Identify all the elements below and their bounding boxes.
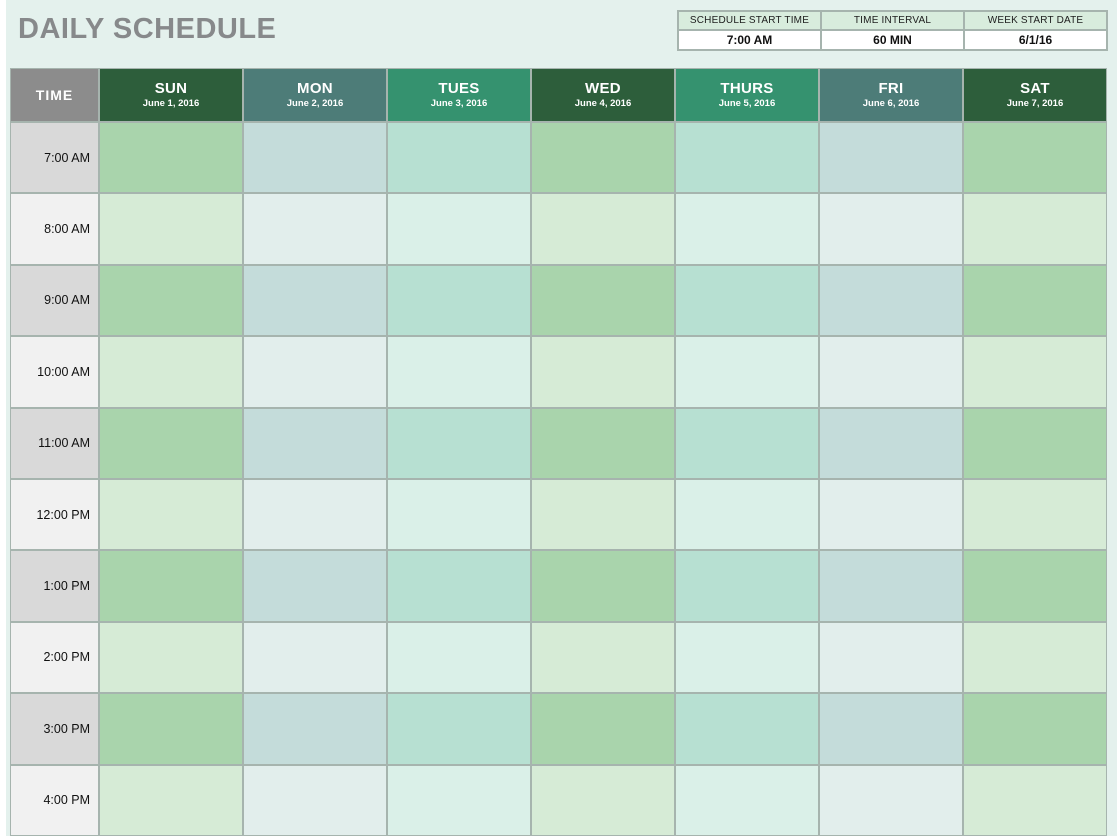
cell-sun[interactable] xyxy=(100,694,242,763)
cell-mon[interactable] xyxy=(244,480,386,549)
day-header-thurs xyxy=(676,69,818,121)
page-left-margin xyxy=(0,0,6,836)
time-label: 9:00 AM xyxy=(11,266,98,335)
cell-tues[interactable] xyxy=(388,337,530,406)
cell-sat[interactable] xyxy=(964,694,1106,763)
cell-fri[interactable] xyxy=(820,194,962,263)
cell-tues[interactable] xyxy=(388,694,530,763)
cell-tues[interactable] xyxy=(388,409,530,478)
weekly-schedule-grid xyxy=(10,68,1107,836)
cell-sun[interactable] xyxy=(100,123,242,192)
day-name: THURS xyxy=(720,80,774,98)
day-name: WED xyxy=(585,80,621,98)
cell-thurs[interactable] xyxy=(676,480,818,549)
cell-fri[interactable] xyxy=(820,551,962,620)
cell-thurs[interactable] xyxy=(676,123,818,192)
day-name: SUN xyxy=(154,80,188,98)
cell-mon[interactable] xyxy=(244,337,386,406)
cell-thurs[interactable] xyxy=(676,194,818,263)
settings-label-week-start-date: WEEK START DATE xyxy=(965,12,1106,29)
day-date: June 3, 2016 xyxy=(430,97,488,109)
cell-wed[interactable] xyxy=(532,694,674,763)
cell-mon[interactable] xyxy=(244,266,386,335)
cell-tues[interactable] xyxy=(388,266,530,335)
cell-sat[interactable] xyxy=(964,194,1106,263)
cell-mon[interactable] xyxy=(244,623,386,692)
cell-wed[interactable] xyxy=(532,623,674,692)
day-name: MON xyxy=(297,80,333,98)
cell-thurs[interactable] xyxy=(676,623,818,692)
cell-sun[interactable] xyxy=(100,766,242,835)
cell-thurs[interactable] xyxy=(676,551,818,620)
cell-mon[interactable] xyxy=(244,766,386,835)
day-header-tues xyxy=(388,69,530,121)
cell-fri[interactable] xyxy=(820,409,962,478)
day-name: FRI xyxy=(878,80,904,98)
day-date: June 4, 2016 xyxy=(574,97,632,109)
cell-sun[interactable] xyxy=(100,409,242,478)
cell-wed[interactable] xyxy=(532,194,674,263)
cell-mon[interactable] xyxy=(244,551,386,620)
cell-sat[interactable] xyxy=(964,551,1106,620)
page-title: DAILY SCHEDULE xyxy=(18,13,277,45)
cell-wed[interactable] xyxy=(532,551,674,620)
cell-thurs[interactable] xyxy=(676,337,818,406)
cell-sat[interactable] xyxy=(964,409,1106,478)
day-header-sat xyxy=(964,69,1106,121)
settings-value-time-interval[interactable]: 60 MIN xyxy=(822,31,963,49)
cell-sun[interactable] xyxy=(100,194,242,263)
cell-fri[interactable] xyxy=(820,694,962,763)
time-column-header: TIME xyxy=(11,69,98,121)
day-header-wed xyxy=(532,69,674,121)
cell-fri[interactable] xyxy=(820,766,962,835)
cell-wed[interactable] xyxy=(532,766,674,835)
cell-sun[interactable] xyxy=(100,551,242,620)
cell-sat[interactable] xyxy=(964,123,1106,192)
cell-sun[interactable] xyxy=(100,337,242,406)
time-label: 1:00 PM xyxy=(11,551,98,620)
day-header-fri xyxy=(820,69,962,121)
cell-tues[interactable] xyxy=(388,623,530,692)
cell-mon[interactable] xyxy=(244,694,386,763)
cell-thurs[interactable] xyxy=(676,694,818,763)
cell-tues[interactable] xyxy=(388,766,530,835)
cell-sat[interactable] xyxy=(964,266,1106,335)
cell-thurs[interactable] xyxy=(676,409,818,478)
cell-tues[interactable] xyxy=(388,480,530,549)
cell-wed[interactable] xyxy=(532,337,674,406)
cell-wed[interactable] xyxy=(532,123,674,192)
time-label: 2:00 PM xyxy=(11,623,98,692)
day-header-sun xyxy=(100,69,242,121)
cell-thurs[interactable] xyxy=(676,266,818,335)
time-label: 12:00 PM xyxy=(11,480,98,549)
time-label: 8:00 AM xyxy=(11,194,98,263)
day-name: TUES xyxy=(438,80,480,98)
cell-wed[interactable] xyxy=(532,409,674,478)
cell-fri[interactable] xyxy=(820,480,962,549)
cell-sat[interactable] xyxy=(964,623,1106,692)
cell-fri[interactable] xyxy=(820,623,962,692)
time-label: 11:00 AM xyxy=(11,409,98,478)
time-label: 3:00 PM xyxy=(11,694,98,763)
cell-sat[interactable] xyxy=(964,337,1106,406)
cell-sun[interactable] xyxy=(100,266,242,335)
day-date: June 2, 2016 xyxy=(286,97,344,109)
cell-sun[interactable] xyxy=(100,623,242,692)
cell-fri[interactable] xyxy=(820,337,962,406)
cell-mon[interactable] xyxy=(244,194,386,263)
settings-value-schedule-start-time[interactable]: 7:00 AM xyxy=(679,31,820,49)
cell-sat[interactable] xyxy=(964,480,1106,549)
settings-value-week-start-date[interactable]: 6/1/16 xyxy=(965,31,1106,49)
cell-thurs[interactable] xyxy=(676,766,818,835)
day-date: June 1, 2016 xyxy=(142,97,200,109)
time-label: 7:00 AM xyxy=(11,123,98,192)
cell-fri[interactable] xyxy=(820,123,962,192)
cell-tues[interactable] xyxy=(388,551,530,620)
cell-tues[interactable] xyxy=(388,123,530,192)
cell-wed[interactable] xyxy=(532,480,674,549)
cell-wed[interactable] xyxy=(532,266,674,335)
day-date: June 7, 2016 xyxy=(1006,97,1064,109)
cell-tues[interactable] xyxy=(388,194,530,263)
day-name: SAT xyxy=(1020,80,1050,98)
cell-sat[interactable] xyxy=(964,766,1106,835)
cell-mon[interactable] xyxy=(244,409,386,478)
day-header-mon xyxy=(244,69,386,121)
day-date: June 6, 2016 xyxy=(862,97,920,109)
time-label: 10:00 AM xyxy=(11,337,98,406)
cell-fri[interactable] xyxy=(820,266,962,335)
settings-label-schedule-start-time: SCHEDULE START TIME xyxy=(679,12,820,29)
day-date: June 5, 2016 xyxy=(718,97,776,109)
cell-mon[interactable] xyxy=(244,123,386,192)
settings-label-time-interval: TIME INTERVAL xyxy=(822,12,963,29)
settings-table xyxy=(677,10,1108,51)
time-label: 4:00 PM xyxy=(11,766,98,835)
cell-sun[interactable] xyxy=(100,480,242,549)
